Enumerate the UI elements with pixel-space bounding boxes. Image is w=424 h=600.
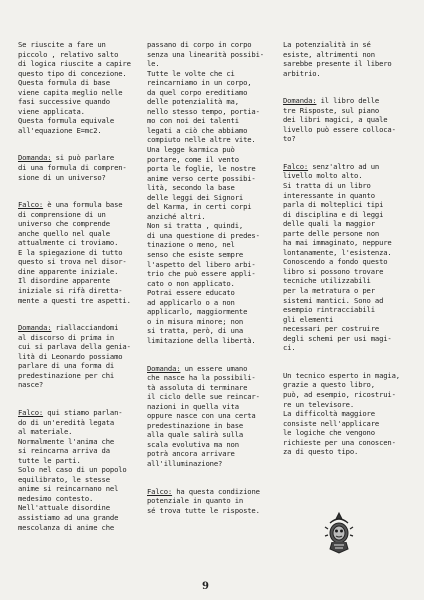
text-line: nasce? [18,380,44,390]
text-line: piccolo , relativo salto [18,49,119,59]
text-line: le. [147,59,160,69]
text-line: sé trova tutte le risposte. [147,505,260,515]
text-line: passano di corpo in corpo [147,40,252,49]
text-line: Potrai essere educato [147,288,235,298]
speaker-label: Falco: [147,486,173,496]
text-line: di logica riuscite a capire [18,59,131,69]
text-line: di una formula di compren- [18,163,127,173]
text-line: potenziale in quanto in [147,496,244,506]
text-line: esiste, altrimenti non [283,49,375,59]
text-line: Un tecnico esperto in magia, [283,370,400,380]
text-line: Tutte le volte che ci [147,68,235,78]
text-line: da quel corpo ereditiamo [147,87,248,97]
text-line: applicarlo, maggiormente [147,307,248,317]
text-line: di comprensione di un [18,209,106,219]
text-line: del Karma, in certi corpi [147,202,252,212]
text-line: medesimo contesto. [18,493,94,503]
text-line: ad applicarlo o a non [147,297,235,307]
text-line: legati a ciò che abbiamo [147,125,248,135]
question-block [18,323,136,390]
text-line: anche quello nel quale [18,228,110,238]
text-line: assistiamo ad una grande [18,512,119,522]
text-line: Nell'attuale disordine [18,503,110,513]
question-block [18,153,136,182]
text-line: potrà ancora arrivare [147,449,235,459]
line-text: il libro delle [316,96,380,106]
text-line: dine apparente iniziale. [18,266,119,276]
text-line: di una questione di predes- [147,230,260,240]
column-2 [147,40,270,515]
text-line: arbitrio. [283,68,321,78]
text-line: cui si parlava della genia- [18,342,131,352]
answer-block [18,200,136,305]
text-line: tinazione o meno, nel [147,240,235,250]
column-3 [283,40,408,457]
text-line: trio che può essere appli- [147,269,256,279]
text-line: Se riuscite a fare un [18,40,106,49]
text-line: livello molto alto. [283,171,363,181]
text-line: portare, come il vento [147,154,239,164]
text-line: le logiche che vengono [283,428,375,438]
text-line: può, ad esempio, ricostrui- [283,389,396,399]
text-line: parla di molteplici tipi [283,200,384,210]
line-text: un essere umano [180,363,248,373]
speaker-label: Falco: [18,407,44,417]
paragraph [147,40,270,346]
text-line: parlare di una forma di [18,361,115,371]
page-number: 9 [202,581,209,592]
text-line: nello stesso tempo, portia- [147,106,260,116]
text-line: tre Risposte, sul piano [283,105,380,115]
answer-block [283,162,408,353]
sun-face-icon [324,511,354,555]
text-line: sione di un universo? [18,172,106,182]
text-line [18,323,136,333]
paragraph [18,40,136,135]
text-line [18,200,136,210]
text-line: interessante in quanto [283,190,375,200]
text-line: libro si possono trovare [283,266,384,276]
text-line: questo tipo di concezione. [18,68,127,78]
text-line: tecniche utilizzabili [283,276,371,286]
line-text: ha questa condizione [172,486,260,496]
text-line: dei libri magici, a quale [283,115,388,125]
text-line: questo si trova nel disor- [18,257,127,267]
text-line: l'aspetto del libero arbi- [147,259,256,269]
text-line: per la metratura o per [283,286,375,296]
text-line [283,162,408,172]
text-line [147,364,270,374]
text-line: reincarniamo in un corpo, [147,78,252,88]
text-line: za di questo tipo. [283,447,359,457]
text-line: lità, secondo la base [147,183,235,193]
text-line: livello può essere colloca- [283,124,396,134]
text-line: fasi successive quando [18,97,110,107]
text-line [283,96,408,106]
text-line: all'equazione E=mc2. [18,125,102,135]
text-line [18,408,136,418]
text-line: mescolanza di anime che [18,522,115,532]
text-line: delle leggi dei Signori [147,192,244,202]
text-line: Conoscendo a fondo questo [283,257,388,267]
text-line: predestinazione per chi [18,370,115,380]
text-line: compiuto nelle altre vite. [147,135,256,145]
text-line: tutte le parti. [18,455,81,465]
text-line: gli elementi [283,314,334,324]
text-line: o in misura minore; non [147,316,244,326]
speaker-label: Domanda: [283,96,317,106]
text-line: sistemi mantici. Sono ad [283,295,384,305]
answer-block [18,408,136,532]
text-line: al discorso di prima in [18,332,115,342]
text-line: Non si tratta , quindi, [147,221,244,231]
text-line: Questa formula equivale [18,116,115,126]
text-line: Solo nel caso di un popolo [18,465,127,475]
text-line: al materiale. [18,427,73,437]
text-line: tà assoluta di terminare [147,382,248,392]
text-line: all'illuminazione? [147,458,223,468]
speaker-label: Domanda: [147,363,181,373]
text-line: do di un'eredità legata [18,417,115,427]
text-line: senso che esiste sempre [147,250,244,260]
text-line: si tratta, però, di una [147,326,244,336]
line-text: riallacciandomi [51,323,119,333]
text-line: to? [283,134,296,144]
text-line: ci. [283,343,296,353]
line-text: si può parlare [51,153,115,163]
text-line: nazioni in quella vita [147,401,239,411]
text-line: E la spiegazione di tutto [18,247,123,257]
text-line: alla quale salirà sulla [147,430,244,440]
text-line: di disciplina e di leggi [283,209,384,219]
text-line: iniziale si rifà diretta- [18,286,123,296]
text-line: degli schemi per usi magi- [283,333,392,343]
column-1 [18,40,136,532]
text-line [147,487,270,497]
paragraph [283,40,408,78]
text-line: consiste nell'applicare [283,418,380,428]
text-line: lità di Leonardo possiamo [18,351,123,361]
text-line: La potenzialità in sé [283,40,371,49]
question-block [147,364,270,469]
text-line: Si tratta di un libro [283,181,371,191]
text-line: Normalmente l'anima che [18,436,115,446]
text-line: attualmente ci troviamo. [18,238,119,248]
text-line: cato o non applicato. [147,278,235,288]
text-line: lontanamente, l'esistenza. [283,247,392,257]
text-line: Una legge karmica può [147,145,235,155]
text-line: oppure nasce con una certa [147,411,256,421]
line-text: qui stiamo parlan- [43,407,123,417]
text-line: viene capita meglio nelle [18,87,123,97]
text-line: parte delle persone non [283,228,380,238]
text-line: re un televisore. [283,399,355,409]
text-line: anziché altri. [147,211,206,221]
text-line: La difficoltà maggiore [283,409,375,419]
text-line: ha mai immaginato, neppure [283,238,392,248]
speaker-label: Falco: [18,200,44,210]
text-line: delle quali la maggior [283,219,375,229]
text-line: grazie a questo libro, [283,380,375,390]
line-text: senz'altro ad un [308,161,380,171]
text-line: mente a questi tre aspetti. [18,295,131,305]
question-block [283,96,408,144]
speaker-label: Domanda: [18,323,52,333]
text-line: Questa formula di base [18,78,110,88]
text-line: senza una linearità possibi- [147,49,264,59]
speaker-label: Falco: [283,161,309,171]
text-line [18,153,136,163]
line-text: è una formula base [43,200,123,210]
text-line: delle potenzialità ma, [147,97,239,107]
text-line: il ciclo delle sue reincar- [147,392,260,402]
paragraph [283,371,408,457]
text-line: viene applicata. [18,106,85,116]
text-line: Il disordine apparente [18,276,110,286]
text-line: anime verso certe possibi- [147,173,256,183]
text-line: anime si reincarnano nel [18,484,119,494]
text-line: equilibrato, le stesse [18,474,110,484]
text-line: esempio rintracciabili [283,305,375,315]
text-line: che nasce ha la possibili- [147,373,256,383]
text-line: necessari per costruire [283,324,380,334]
text-line: predestinazione in base [147,420,244,430]
answer-block [147,487,270,516]
text-line: porta le foglie, le nostre [147,164,256,174]
text-line: limitazione della libertà. [147,335,256,345]
text-line: richieste per una conoscen- [283,437,396,447]
text-line: si reincarna arriva da [18,446,110,456]
text-line: mo con noi dei talenti [147,116,239,126]
text-line: universo che comprende [18,219,110,229]
text-line: sarebbe presente il libero [283,59,392,69]
speaker-label: Domanda: [18,153,52,163]
text-line: scala evolutiva ma non [147,439,239,449]
